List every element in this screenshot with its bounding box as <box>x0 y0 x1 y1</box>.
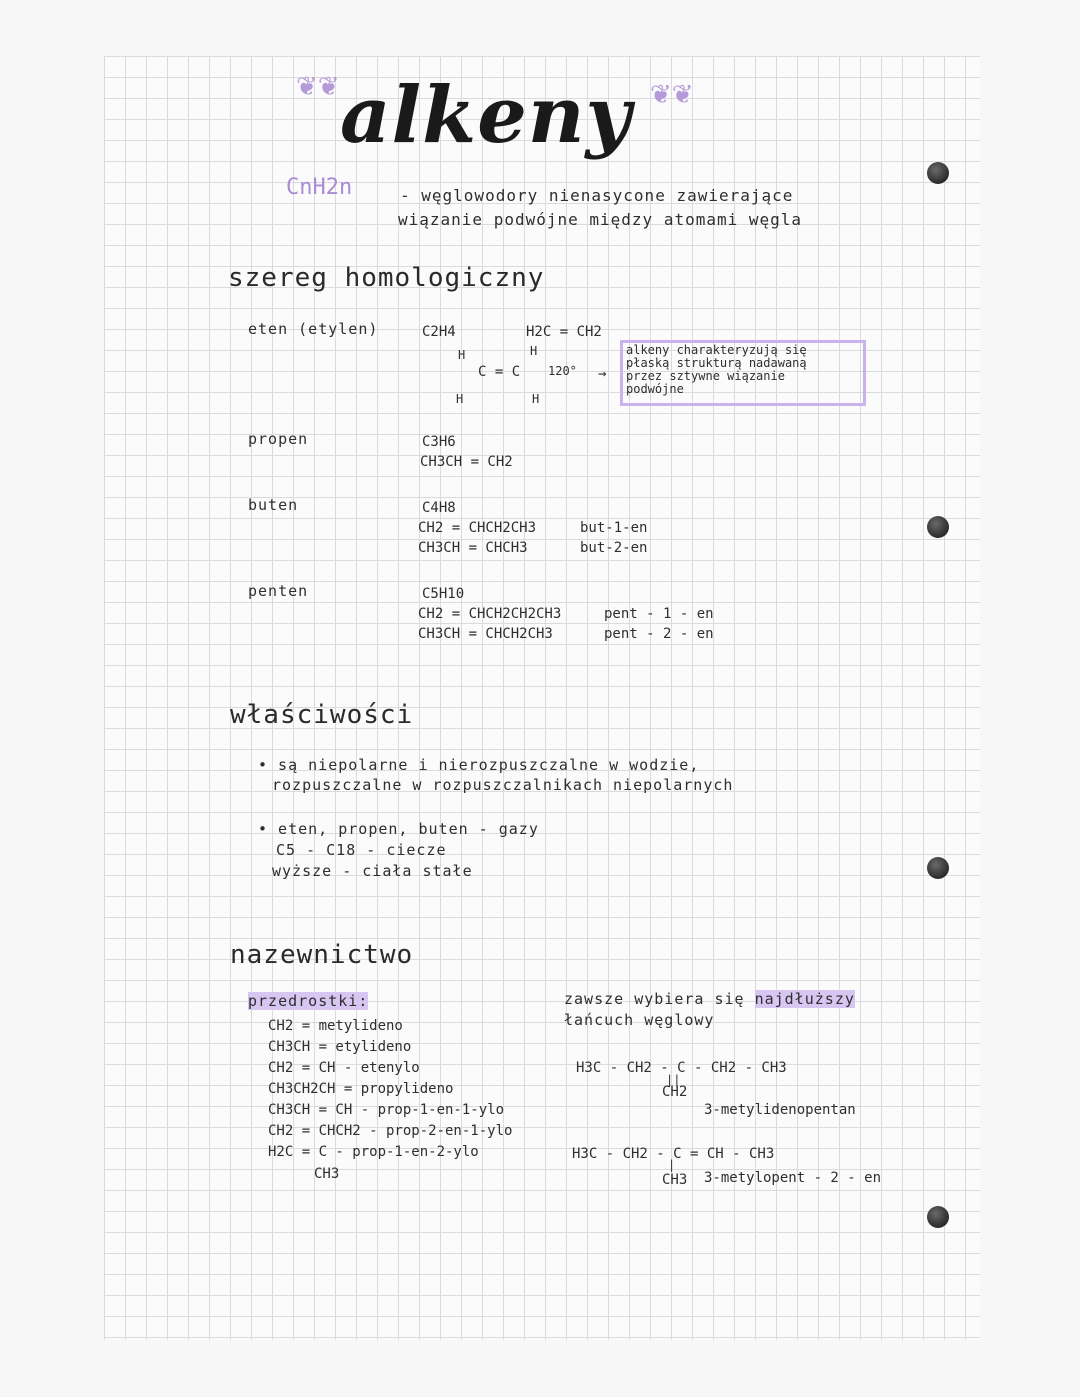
buten-formula: C4H8 <box>422 500 456 516</box>
property-bullet-1-line-1: • są niepolarne i nierozpuszczalne w wodzie, <box>258 756 700 774</box>
buten-isomer-2-name: but-2-en <box>580 540 648 556</box>
buten-label: buten <box>248 496 299 514</box>
eten-h-top-right: H <box>530 344 538 358</box>
definition-line-2: wiązanie podwójne między atomami węgla <box>398 210 803 229</box>
page-title: alkeny <box>340 70 632 161</box>
right-sprig-icon: ❦❦ <box>650 80 694 110</box>
buten-isomer-2: CH3CH = CHCH3 <box>418 540 528 556</box>
buten-isomer-1-name: but-1-en <box>580 520 648 536</box>
binder-hole <box>927 857 949 879</box>
example-1-name: 3-metylidenopentan <box>704 1102 856 1118</box>
eten-condensed: H2C = CH2 <box>526 324 602 340</box>
buten-isomer-1: CH2 = CHCH2CH3 <box>418 520 537 536</box>
rule-line-2: łańcuch węglowy <box>564 1011 715 1029</box>
penten-formula: C5H10 <box>422 586 465 602</box>
example-1-chain: H3C - CH2 - C - CH2 - CH3 <box>576 1060 787 1076</box>
example-1-branch: CH2 <box>662 1084 688 1100</box>
propen-label: propen <box>248 430 309 448</box>
section-heading-homologous: szereg homologiczny <box>228 263 545 293</box>
eten-formula: C2H4 <box>422 324 456 340</box>
prefix-item: CH2 = CHCH2 - prop-2-en-1-ylo <box>268 1123 513 1139</box>
prefix-item: CH2 = CH - etenylo <box>268 1060 420 1076</box>
definition-line-1: - węglowodory nienasycone zawierające <box>400 186 794 205</box>
property-bullet-1-line-2: rozpuszczalne w rozpuszczalnikach niepolarnych <box>272 776 734 794</box>
prefix-item: CH3CH = etylideno <box>268 1039 412 1055</box>
eten-angle: 120° <box>548 364 577 378</box>
prefix-item: H2C = C - prop-1-en-2-ylo <box>268 1144 479 1160</box>
eten-h-bottom-left: H <box>456 392 464 406</box>
eten-h-bottom-right: H <box>532 392 540 406</box>
rule-line-1: zawsze wybiera się najdłuższy <box>564 990 855 1008</box>
penten-isomer-1-name: pent - 1 - en <box>604 606 714 622</box>
propen-formula: C3H6 <box>422 434 456 450</box>
prefix-branch: CH3 <box>314 1166 340 1182</box>
example-2-branch: CH3 <box>662 1172 688 1188</box>
binder-hole <box>927 162 949 184</box>
prefixes-label: przedrostki: <box>248 992 369 1010</box>
prefix-item: CH2 = metylideno <box>268 1018 403 1034</box>
property-bullet-2-line-1: • eten, propen, buten - gazy <box>258 820 539 838</box>
penten-isomer-2: CH3CH = CHCH2CH3 <box>418 626 553 642</box>
property-bullet-2-line-3: wyższe - ciała stałe <box>272 862 473 880</box>
eten-double-bond: C = C <box>478 364 521 380</box>
example-1-double-bond: || <box>666 1073 681 1087</box>
penten-isomer-2-name: pent - 2 - en <box>604 626 714 642</box>
highlight-longest: najdłuższy <box>754 990 855 1008</box>
grid-paper <box>104 56 980 1340</box>
property-bullet-2-line-2: C5 - C18 - ciecze <box>276 841 447 859</box>
prefix-item: CH3CH = CH - prop-1-en-1-ylo <box>268 1102 505 1118</box>
left-sprig-icon: ❦❦ <box>296 72 340 102</box>
note-text: alkeny charakteryzują się płaską strukturą nadawaną przez sztywne wiązanie podwójne <box>626 343 807 396</box>
section-heading-naming: nazewnictwo <box>230 940 414 970</box>
penten-isomer-1: CH2 = CHCH2CH2CH3 <box>418 606 562 622</box>
example-2-single-bond: | <box>668 1158 676 1172</box>
section-heading-properties: właściwości <box>230 700 414 730</box>
arrow-icon: → <box>598 366 607 382</box>
prefix-item: CH3CH2CH = propylideno <box>268 1081 454 1097</box>
binder-hole <box>927 1206 949 1228</box>
propen-condensed: CH3CH = CH2 <box>420 454 513 470</box>
general-formula: CnH2n <box>286 175 353 200</box>
example-2-chain: H3C - CH2 - C = CH - CH3 <box>572 1146 775 1162</box>
binder-hole <box>927 516 949 538</box>
penten-label: penten <box>248 582 309 600</box>
eten-label: eten (etylen) <box>248 320 379 338</box>
example-2-name: 3-metylopent - 2 - en <box>704 1170 882 1186</box>
eten-h-top-left: H <box>458 348 466 362</box>
